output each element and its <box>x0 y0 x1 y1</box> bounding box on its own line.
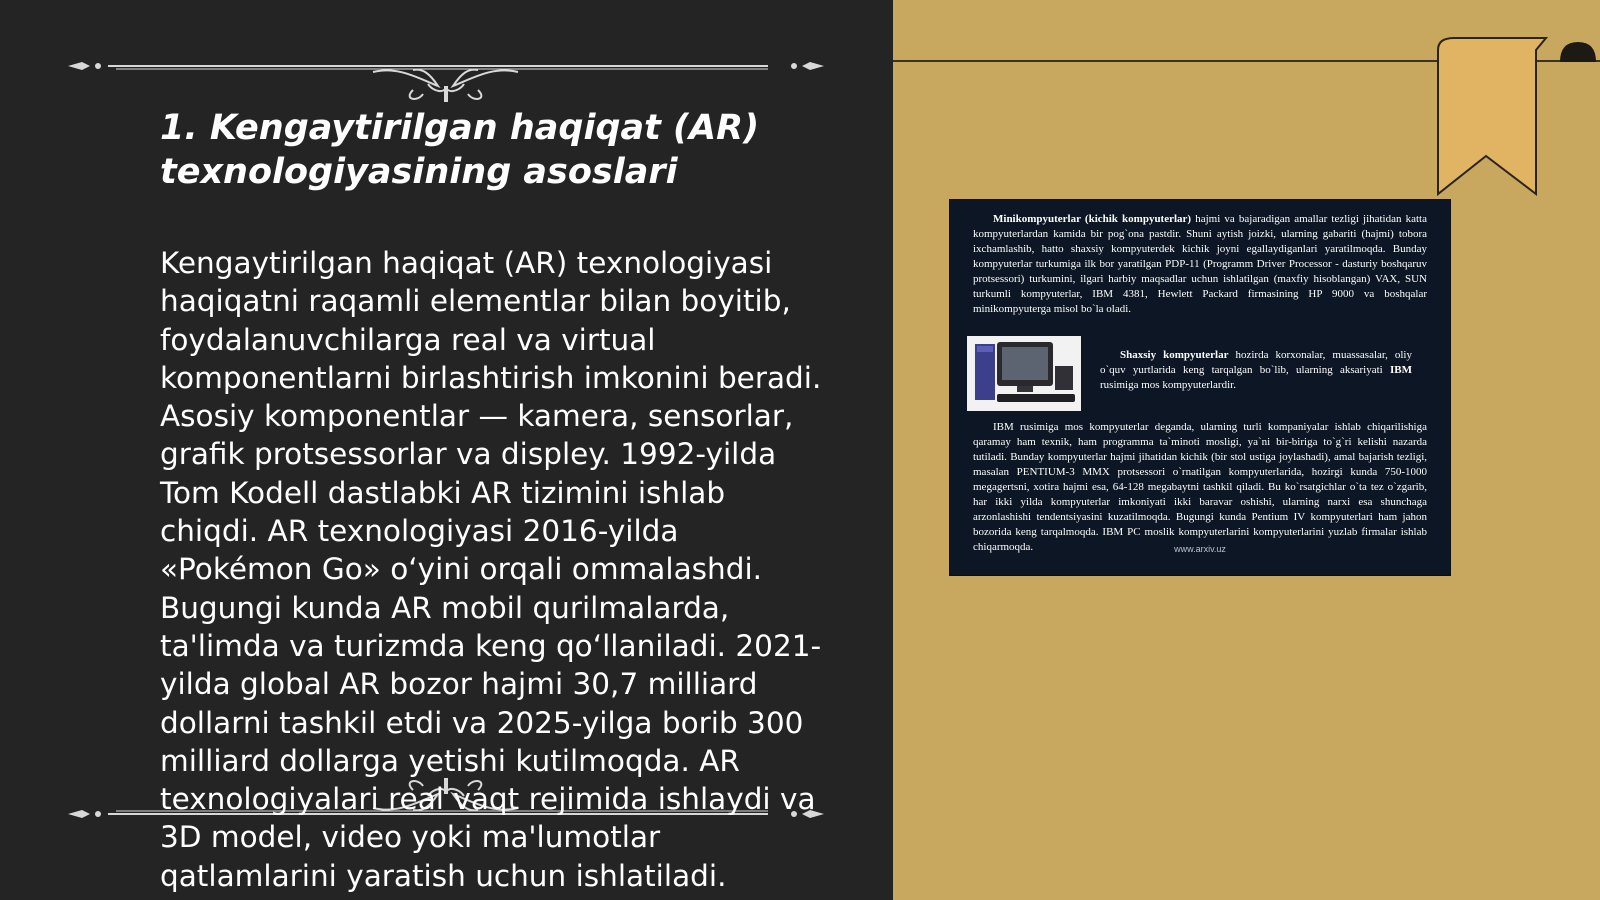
document-term-ibm: IBM <box>1390 364 1412 376</box>
document-text-minicomputers: hajmi va bajaradigan amallar tezligi jihatidan katta kompyuterlardan kamida bir pog`ona pastdir. Shuni aytish joizki, ularning gabariti (hajmi) tobora ixchamlashib, hatto shaxsiy kompyuterdek kichik joyni egallaydiganlari yaratilmoqda. Bunday kompyuterlar turkumiga ilk bor yaratilgan PDP-11 (Programm Driver Processor - dasturiy boshqaruv protsessori) turkumini, ilgari harbiy maqsadlar uchun ishlatilgan (maxfiy hisoblangan) VAX, SUN turkumli kompyuterlar, IBM 4381, Hewlett Packard firmasining HP 9000 va boshqalar minikompyuterga misol bo`la oladi. <box>973 213 1427 315</box>
scanned-document-image <box>950 200 1450 575</box>
document-watermark: www.arxiv.uz <box>1174 544 1226 554</box>
document-term-minicomputers: Minikompyuterlar (kichik kompyuterlar) <box>993 213 1192 225</box>
slide-title: 1. Kengaytirilgan haqiqat (AR) texnologiyasining asoslari <box>160 108 760 192</box>
document-paragraph-ibm-compatible: IBM rusimiga mos kompyuterlar deganda, ularning turli kompaniyalar ishlab chiqarilishiga qaramay ham texnik, ham programma ta`minoti mosligi, ya`ni bir-biriga to`g`ri kelishi nazarda tutiladi. Bunday kompyuterlar hajmi jihatidan kichik (bir stol ustiga joylashadi), amal bajarish tezligi, masalan PENTIUM-3 MMX protsessori o`rnatilgan kompyuterlarida, hozirgi kunda 750-1000 megagertsni, xotira hajmi esa, 64-128 megabaytni tashkil qiladi. Bu ko`rsatgichlar o`ta tez o`zgarib, har ikki yilda kompyuterlar imkoniyati ikki baravar oshishi, ularning narxi esa shunchaga arzonlashishi tendentsiyasini kuzatilmoqda. Bugungi kunda Pentium IV kompyuterlari ham jahon bozorida keng tarqalmoqda. IBM PC moslik kompyuterlarini kompyuterlarini yuzlab firmalar ishlab chiqarmoqda. <box>973 421 1427 553</box>
bookmark-ribbon-icon <box>1436 36 1600 198</box>
slide-body-text: Kengaytirilgan haqiqat (AR) texnologiyasi haqiqatni raqamli elementlar bilan boyitib, foydalanuvchilarga real va virtual komponentlarni birlashtirish imkonini beradi. Asosiy komponentlar — kamera, sensorlar, grafik protsessorlar va displey. 1992-yilda Tom Kodell dastlabki AR tizimini ishlab chiqdi. AR texnologiyasi 2016-yilda «Pokémon Go» o‘yini orqali ommalashdi. Bugungi kunda AR mobil qurilmalarda, ta'limda va turizmda keng qo‘llaniladi. 2021-yilda global AR bozor hajmi 30,7 milliard dollarni tashkil etdi va 2025-yilga borib 300 milliard dollarga yetishi kutilmoqda. AR texnologiyalari real vaqt rejimida ishlaydi va 3D model, video yoki ma'lumotlar qatlamlarini yaratish uchun ishlatiladi. <box>160 246 822 893</box>
document-text-personal-a: hozirda korxonalar, muassasalar, oliy o`quv yurtlarida keng tarqalgan bo`lib, ularning aksariyati <box>1100 349 1412 376</box>
computer-photo-icon <box>967 336 1081 411</box>
ornament-top-divider-icon <box>68 56 824 104</box>
document-text-personal-b: rusimiga mos kompyuterlardir. <box>1100 379 1236 391</box>
document-term-personal-computers: Shaxsiy kompyuterlar <box>1120 349 1229 361</box>
document-paragraph-minicomputers <box>973 212 1427 317</box>
document-paragraph-personal-computers <box>1100 348 1412 393</box>
